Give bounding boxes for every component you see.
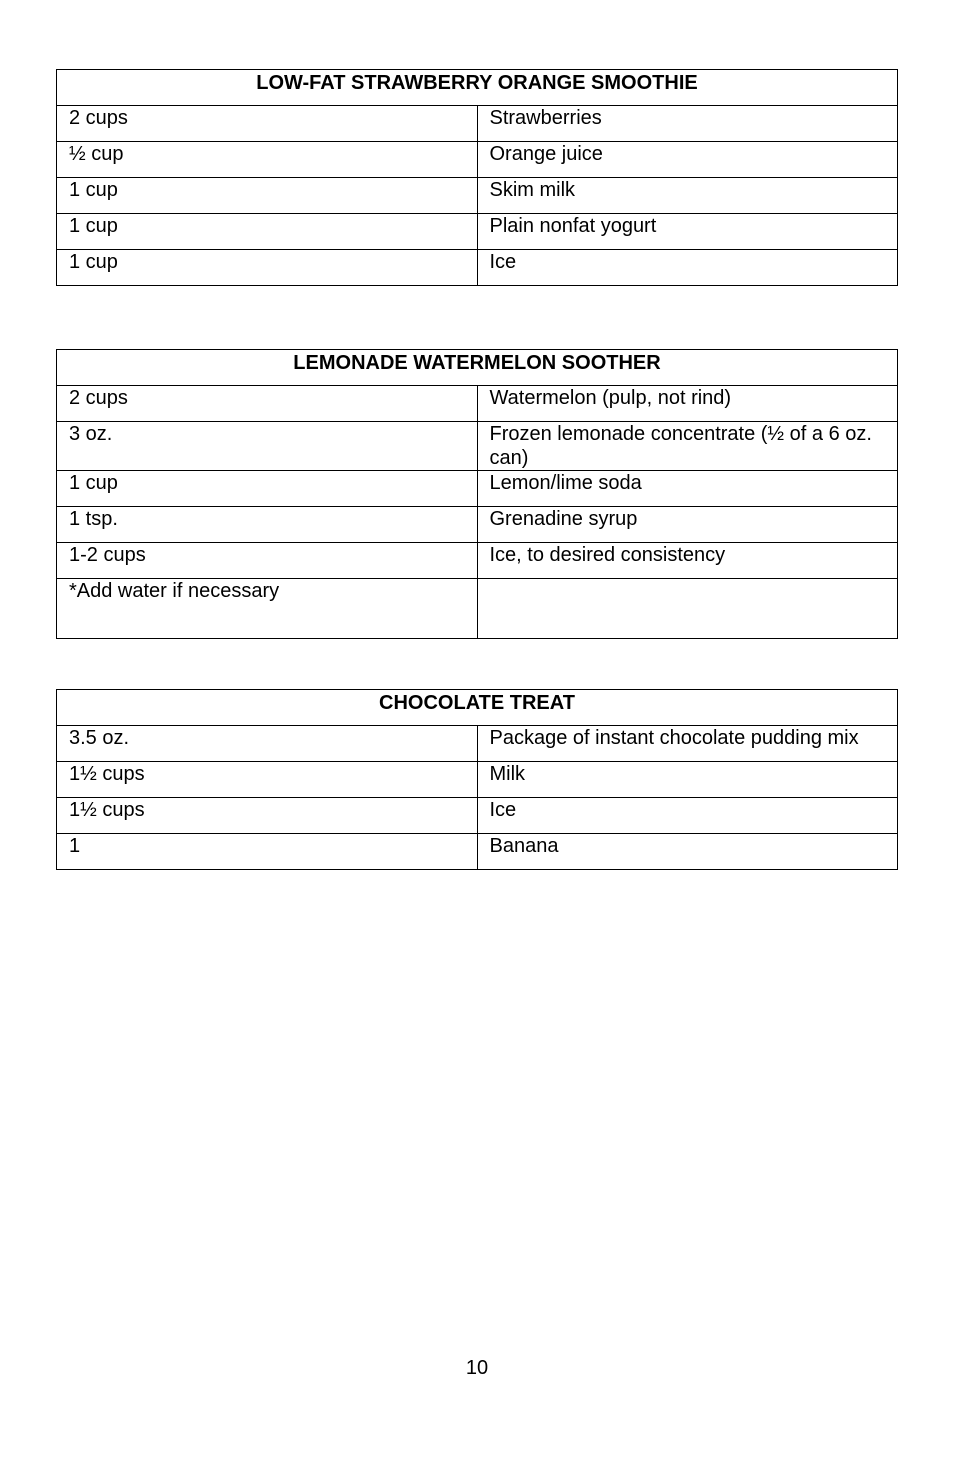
ingredient-quantity: ½ cup <box>57 142 478 178</box>
ingredient-row <box>57 471 898 507</box>
ingredient-name: Ice <box>477 798 898 834</box>
recipe-table-lemonade-watermelon-soother <box>56 349 898 639</box>
ingredient-name: Milk <box>477 762 898 798</box>
ingredient-row <box>57 178 898 214</box>
ingredient-quantity: 1½ cups <box>57 798 478 834</box>
page-number: 10 <box>465 1357 489 1379</box>
ingredient-row <box>57 543 898 579</box>
recipe-title: LEMONADE WATERMELON SOOTHER <box>57 350 898 386</box>
ingredient-row <box>57 762 898 798</box>
ingredient-name: Plain nonfat yogurt <box>477 214 898 250</box>
ingredient-row <box>57 214 898 250</box>
ingredient-name: Grenadine syrup <box>477 507 898 543</box>
ingredient-row <box>57 798 898 834</box>
recipe-table-chocolate-treat <box>56 689 898 870</box>
ingredient-row <box>57 726 898 762</box>
ingredient-row <box>57 834 898 870</box>
ingredient-name: Strawberries <box>477 106 898 142</box>
ingredient-quantity: 1 cup <box>57 250 478 286</box>
ingredient-name: Banana <box>477 834 898 870</box>
ingredient-name: Watermelon (pulp, not rind) <box>477 386 898 422</box>
ingredient-row <box>57 507 898 543</box>
ingredient-row <box>57 422 898 471</box>
ingredient-row <box>57 579 898 639</box>
ingredient-quantity: 1½ cups <box>57 762 478 798</box>
ingredient-quantity: 1 cup <box>57 471 478 507</box>
ingredient-quantity: 2 cups <box>57 386 478 422</box>
ingredient-name <box>477 579 898 639</box>
ingredient-name: Orange juice <box>477 142 898 178</box>
ingredient-quantity: 3.5 oz. <box>57 726 478 762</box>
ingredient-row <box>57 386 898 422</box>
ingredient-row <box>57 106 898 142</box>
ingredient-name: Ice, to desired consistency <box>477 543 898 579</box>
recipe-title: CHOCOLATE TREAT <box>57 690 898 726</box>
ingredient-row <box>57 142 898 178</box>
ingredient-name: Ice <box>477 250 898 286</box>
ingredient-quantity: 1 <box>57 834 478 870</box>
ingredient-quantity: 1 cup <box>57 214 478 250</box>
ingredient-name: Frozen lemonade concentrate (½ of a 6 oz. can) <box>477 422 898 471</box>
ingredient-quantity: 1-2 cups <box>57 543 478 579</box>
ingredient-quantity: 1 cup <box>57 178 478 214</box>
recipe-table-strawberry-orange-smoothie <box>56 69 898 286</box>
ingredient-row <box>57 250 898 286</box>
ingredient-quantity: *Add water if necessary <box>57 579 478 639</box>
ingredient-quantity: 1 tsp. <box>57 507 478 543</box>
recipe-title: LOW-FAT STRAWBERRY ORANGE SMOOTHIE <box>57 70 898 106</box>
ingredient-name: Lemon/lime soda <box>477 471 898 507</box>
ingredient-name: Package of instant chocolate pudding mix <box>477 726 898 762</box>
ingredient-quantity: 2 cups <box>57 106 478 142</box>
recipe-title-row <box>57 70 898 106</box>
ingredient-name: Skim milk <box>477 178 898 214</box>
recipe-title-row <box>57 350 898 386</box>
recipe-title-row <box>57 690 898 726</box>
ingredient-quantity: 3 oz. <box>57 422 478 471</box>
